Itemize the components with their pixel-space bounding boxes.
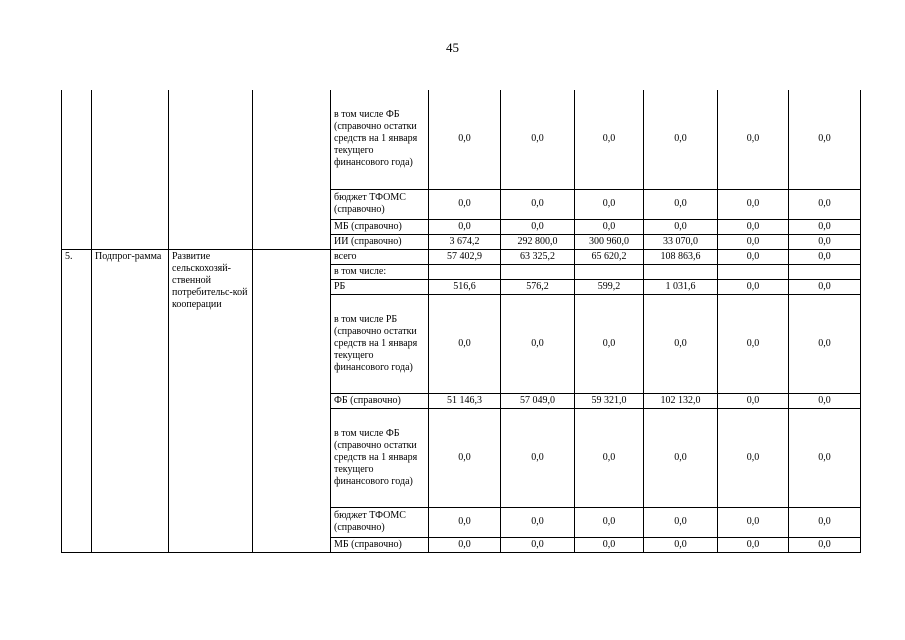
- row-label: РБ: [331, 279, 429, 294]
- section-type: Подпрог-рамма: [92, 249, 169, 552]
- value-cell: 0,0: [501, 219, 575, 234]
- table-row: [62, 90, 861, 189]
- value-cell: 0,0: [718, 537, 789, 552]
- value-cell: 0,0: [789, 189, 861, 219]
- value-cell: 0,0: [575, 294, 644, 393]
- value-cell: 0,0: [429, 189, 501, 219]
- value-cell: 0,0: [501, 294, 575, 393]
- value-cell: 0,0: [789, 279, 861, 294]
- cont-name-cell: [169, 90, 253, 249]
- value-cell: 0,0: [789, 294, 861, 393]
- value-cell: 51 146,3: [429, 393, 501, 408]
- value-cell: 0,0: [789, 90, 861, 189]
- value-cell: [575, 264, 644, 279]
- value-cell: 63 325,2: [501, 249, 575, 264]
- value-cell: 1 031,6: [644, 279, 718, 294]
- value-cell: 0,0: [718, 90, 789, 189]
- value-cell: 0,0: [429, 507, 501, 537]
- row-label: в том числе ФБ (справочно остатки средств на 1 января текущего финансового года): [331, 408, 429, 507]
- value-cell: 3 674,2: [429, 234, 501, 249]
- page-number: 45: [446, 40, 459, 55]
- value-cell: 0,0: [718, 249, 789, 264]
- value-cell: 0,0: [789, 537, 861, 552]
- section-number: 5.: [62, 249, 92, 552]
- budget-table: [61, 90, 861, 553]
- value-cell: 0,0: [501, 537, 575, 552]
- value-cell: 0,0: [718, 507, 789, 537]
- value-cell: 0,0: [718, 219, 789, 234]
- value-cell: 0,0: [644, 90, 718, 189]
- value-cell: 0,0: [644, 189, 718, 219]
- value-cell: 108 863,6: [644, 249, 718, 264]
- value-cell: 0,0: [575, 537, 644, 552]
- value-cell: 0,0: [789, 234, 861, 249]
- row-label: МБ (справочно): [331, 537, 429, 552]
- value-cell: 0,0: [718, 279, 789, 294]
- value-cell: 33 070,0: [644, 234, 718, 249]
- value-cell: 576,2: [501, 279, 575, 294]
- value-cell: 59 321,0: [575, 393, 644, 408]
- value-cell: 0,0: [575, 408, 644, 507]
- value-cell: [429, 264, 501, 279]
- value-cell: 0,0: [718, 294, 789, 393]
- value-cell: 0,0: [644, 294, 718, 393]
- value-cell: 599,2: [575, 279, 644, 294]
- cont-executor-cell: [253, 90, 331, 249]
- value-cell: 0,0: [575, 90, 644, 189]
- value-cell: 57 402,9: [429, 249, 501, 264]
- value-cell: 0,0: [789, 408, 861, 507]
- value-cell: 0,0: [575, 507, 644, 537]
- value-cell: 0,0: [718, 189, 789, 219]
- row-label: бюджет ТФОМС (справочно): [331, 189, 429, 219]
- value-cell: 0,0: [575, 219, 644, 234]
- value-cell: 292 800,0: [501, 234, 575, 249]
- value-cell: 0,0: [501, 90, 575, 189]
- value-cell: 0,0: [789, 219, 861, 234]
- value-cell: [718, 264, 789, 279]
- value-cell: 0,0: [429, 219, 501, 234]
- value-cell: 0,0: [501, 189, 575, 219]
- row-label: всего: [331, 249, 429, 264]
- value-cell: 0,0: [644, 219, 718, 234]
- cont-number-cell: [62, 90, 92, 249]
- row-label: бюджет ТФОМС (справочно): [331, 507, 429, 537]
- value-cell: 0,0: [575, 189, 644, 219]
- value-cell: 0,0: [789, 507, 861, 537]
- value-cell: 0,0: [501, 507, 575, 537]
- row-label: ИИ (справочно): [331, 234, 429, 249]
- value-cell: 0,0: [644, 408, 718, 507]
- value-cell: 0,0: [644, 537, 718, 552]
- value-cell: 0,0: [789, 393, 861, 408]
- value-cell: 57 049,0: [501, 393, 575, 408]
- value-cell: 102 132,0: [644, 393, 718, 408]
- row-label: МБ (справочно): [331, 219, 429, 234]
- value-cell: [644, 264, 718, 279]
- value-cell: 0,0: [429, 90, 501, 189]
- value-cell: 0,0: [644, 507, 718, 537]
- table-row: [62, 249, 861, 264]
- value-cell: 65 620,2: [575, 249, 644, 264]
- value-cell: 0,0: [718, 234, 789, 249]
- value-cell: [789, 264, 861, 279]
- value-cell: 0,0: [789, 249, 861, 264]
- value-cell: 0,0: [429, 537, 501, 552]
- value-cell: 300 960,0: [575, 234, 644, 249]
- row-label: в том числе РБ (справочно остатки средств на 1 января текущего финансового года): [331, 294, 429, 393]
- section-executor-cell: [253, 249, 331, 552]
- value-cell: 0,0: [718, 408, 789, 507]
- value-cell: [501, 264, 575, 279]
- cont-type-cell: [92, 90, 169, 249]
- value-cell: 0,0: [429, 294, 501, 393]
- row-label: ФБ (справочно): [331, 393, 429, 408]
- row-label: в том числе ФБ (справочно остатки средств на 1 января текущего финансового года): [331, 90, 429, 189]
- value-cell: 516,6: [429, 279, 501, 294]
- row-label: в том числе:: [331, 264, 429, 279]
- value-cell: 0,0: [429, 408, 501, 507]
- value-cell: 0,0: [501, 408, 575, 507]
- value-cell: 0,0: [718, 393, 789, 408]
- section-name: Развитие сельскохозяй-ственной потребительс-кой кооперации: [169, 249, 253, 552]
